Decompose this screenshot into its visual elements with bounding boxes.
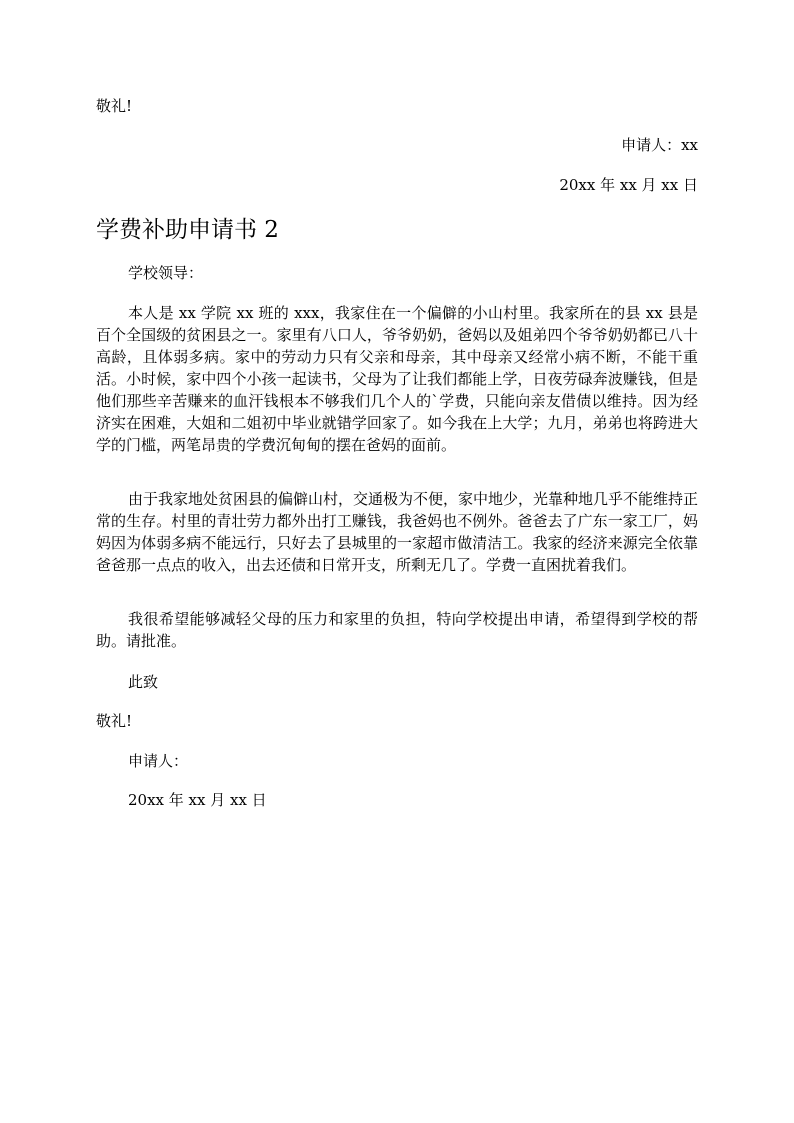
- top-applicant: 申请人：xx: [621, 136, 698, 154]
- letter-paragraph-3: 我很希望能够减轻父母的压力和家里的负担，特向学校提出申请，希望得到学校的帮助。请批准。: [96, 610, 698, 650]
- letter-date: 20xx 年 xx 月 xx 日: [128, 791, 267, 809]
- top-closing: 敬礼!: [96, 97, 133, 115]
- letter-salutation: 此致: [128, 673, 159, 691]
- letter-closing: 敬礼!: [96, 712, 133, 730]
- letter-greeting: 学校领导：: [128, 264, 204, 282]
- letter-title: 学费补助申请书 2: [96, 217, 279, 243]
- letter-applicant: 申请人：: [128, 752, 189, 770]
- letter-paragraph-2: 由于我家地处贫困县的偏僻山村，交通极为不便，家中地少，光靠种地几乎不能维持正常的生存。村里的青壮劳力都外出打工赚钱，我爸妈也不例外。爸爸去了广东一家工厂，妈妈因为体弱多病不能远行，只好去了县城里的一家超市做清洁工。我家的经济来源完全依靠爸爸那一点点的收入，出去还债和日常开支，所剩无几了。学费一直困扰着我们。: [96, 490, 699, 574]
- letter-paragraph-1: 本人是 xx 学院 xx 班的 xxx，我家住在一个偏僻的小山村里。我家所在的县 xx 县是百个全国级的贫困县之一。家里有八口人，爷爷奶奶，爸妈以及姐弟四个爷爷奶奶都已八十高龄，且体弱多病。家中的劳动力只有父亲和母亲，其中母亲又经常小病不断，不能干重活。小时候，家中四个小孩一起读书，父母为了让我们都能上学，日夜劳碌奔波赚钱，但是他们那些辛苦赚来的血汗钱根本不够我们几个人的`学费，只能向亲友借债以维持。因为经济实在困难，大姐和二姐初中毕业就错学回家了。如今我在上大学；九月，弟弟也将跨进大学的门槛，两笔昂贵的学费沉甸甸的摆在爸妈的面前。: [96, 304, 698, 454]
- top-date: 20xx 年 xx 月 xx 日: [559, 176, 698, 194]
